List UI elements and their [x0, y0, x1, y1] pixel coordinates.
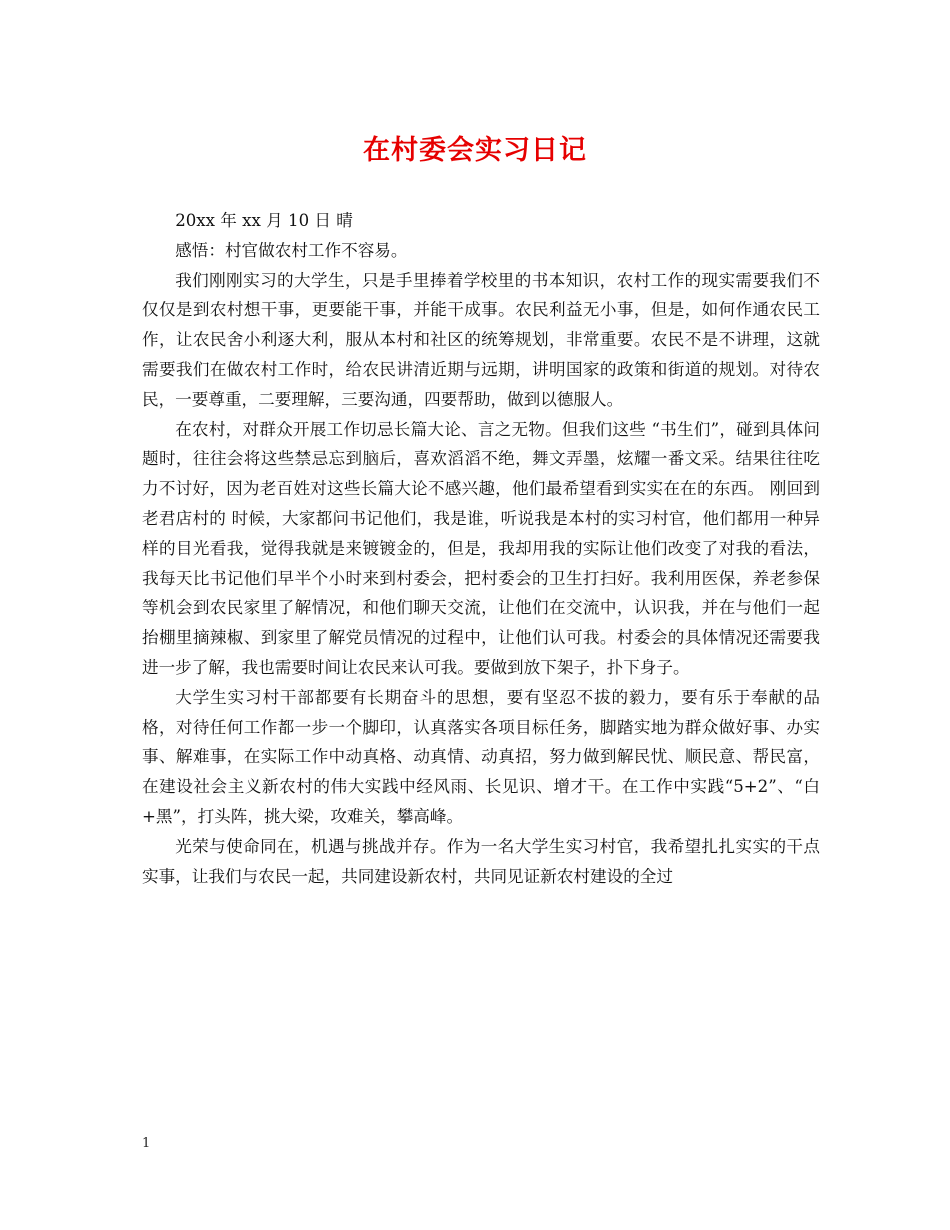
page-number: 1	[142, 1136, 151, 1151]
paragraph-2: 在农村，对群众开展工作切忌长篇大论、言之无物。但我们这些 “书生们”，碰到具体问题时，往往会将这些禁忌忘到脑后，喜欢滔滔不绝，舞文弄墨，炫耀一番文采。结果往往吃力不讨好，因为老百姓对这些长篇大论不感兴趣，他们最希望看到实实在在的东西。 刚回到老君店村的 时候，大家都问书记他们，我是谁，听说我是本村的实习村官，他们都用一种异样的目光看我，觉得我就是来镀镀金的，但是，我却用我的实际让他们改变了对我的看法，我每天比书记他们早半个小时来到村委会，把村委会的卫生打扫好。我利用医保，养老参保等机会到农民家里了解情况，和他们聊天交流，让他们在交流中，认识我，并在与他们一起抬棚里摘辣椒、到家里了解党员情况的过程中，让他们认可我。村委会的具体情况还需要我进一步了解，我也需要时间让农民来认可我。要做到放下架子，扑下身子。	[142, 419, 820, 677]
date-line: 20xx 年 xx 月 10 日 晴	[175, 211, 353, 230]
document-body	[142, 206, 820, 891]
insight-line: 感悟：村官做农村工作不容易。	[175, 240, 408, 260]
paragraph-3: 大学生实习村干部都要有长期奋斗的思想，要有坚忍不拔的毅力，要有乐于奉献的品格，对待任何工作都一步一个脚印，认真落实各项目标任务，脚踏实地为群众做好事、办实事、解难事，在实际工作中动真格、动真情、动真招，努力做到解民忧、顺民意、帮民富，在建设社会主义新农村的伟大实践中经风雨、长见识、增才干。在工作中实践“5+2”、“白+黑”，打头阵，挑大梁，攻难关，攀高峰。	[142, 687, 820, 826]
paragraph-4: 光荣与使命同在，机遇与挑战并存。作为一名大学生实习村官，我希望扎扎实实的干点实事，让我们与农民一起，共同建设新农村，共同见证新农村建设的全过	[142, 836, 820, 886]
document-title: 在村委会实习日记	[363, 135, 587, 166]
paragraph-1: 我们刚刚实习的大学生，只是手里捧着学校里的书本知识，农村工作的现实需要我们不仅仅是到农村想干事，更要能干事，并能干成事。农民利益无小事，但是，如何作通农民工作，让农民舍小利逐大利，服从本村和社区的统筹规划，非常重要。农民不是不讲理，这就需要我们在做农村工作时，给农民讲清近期与远期，讲明国家的政策和街道的规划。对待农民，一要尊重，二要理解，三要沟通，四要帮助，做到以德服人。	[142, 270, 820, 409]
